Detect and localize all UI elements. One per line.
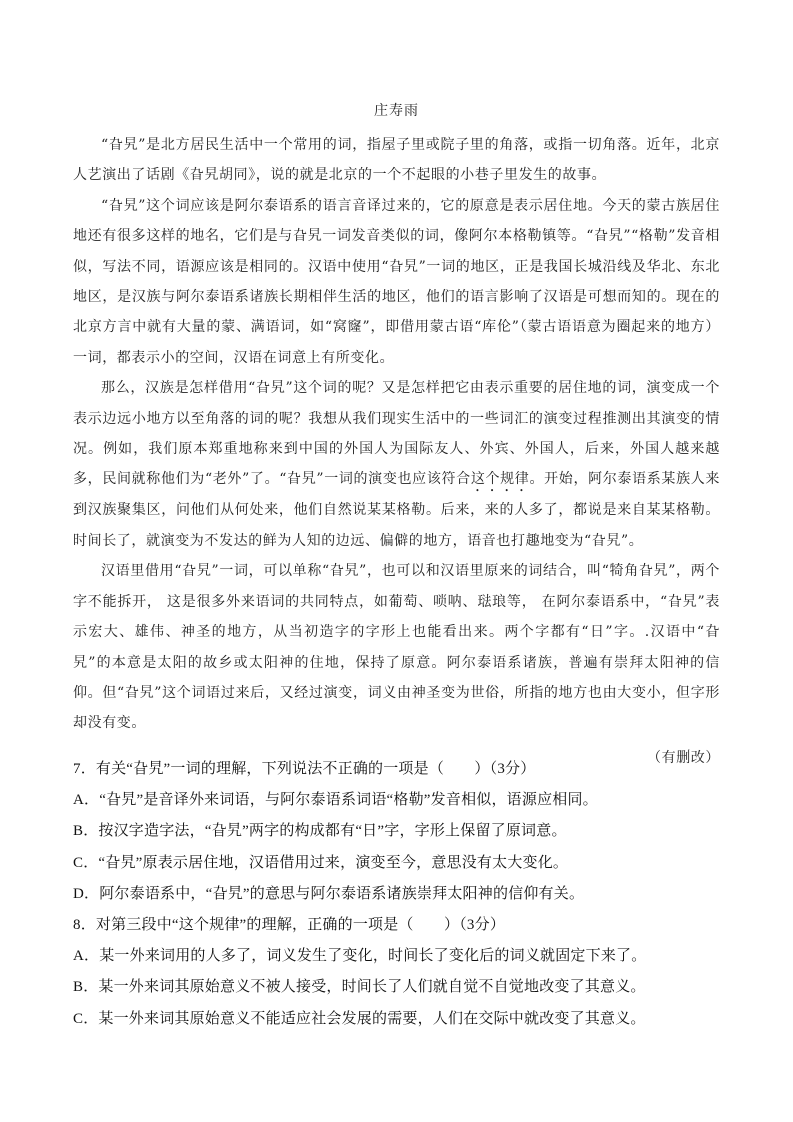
article xyxy=(73,98,720,773)
paragraph-1: “旮旯”是北方居民生活中一个常用的词，指屋子里或院子里的角落，或指一切角落。近年，北京人艺演出了话剧《旮旯胡同》，说的就是北京的一个不起眼的小巷子里发生的故事。 xyxy=(73,137,720,184)
emphasized-phrase: 这个规律 xyxy=(470,471,530,488)
question-8-option-c: C．某一外来词其原始意义不能适应社会发展的需要，人们在交际中就改变了其意义。 xyxy=(73,1010,646,1027)
paragraph-3-text-before: 那么，汉族是怎样借用“旮旯”这个词的呢？又是怎样把它由表示重要的居住地的词，演变成一个表示边远小地方以至角落的词的呢？我想从我们现实生活中的一些词汇的演变过程推测出其演变的情况。例如，我们原本郑重地称来到中国的外国人为国际友人、外宾、外国人，后来，外国人越来越多，民间就称他们为“老外”了。“旮旯”一词的演变也应该符合 xyxy=(73,380,720,488)
question-7-stem: 7．有关“旮旯”一词的理解，下列说法不正确的一项是（ ）（3分） xyxy=(73,761,536,777)
question-8-stem: 8．对第三段中“这个规律”的理解，正确的一项是（ ）（3分） xyxy=(73,917,506,934)
question-7-option-a: A．“旮旯”是音译外来词语，与阿尔泰语系词语“格勒”发音相似，语源应相同。 xyxy=(73,792,598,809)
paragraph-3-text-after: 。开始，阿尔泰语系某族人来到汉族聚集区，问他们从何处来，他们自然说某某格勒。后来，来的人多了，都说是来自某某格勒。时间长了，就演变为不发达的鲜为人知的边远、偏僻的地方，语音也打趣地变为“旮旯”。 xyxy=(73,471,721,549)
paragraph-2: “旮旯”这个词应该是阿尔泰语系的语言音译过来的，它的原意是表示居住地。今天的蒙古族居住地还有很多这样的地名，它们是与旮旯一词发音类似的词，像阿尔本格勒镇等。“旮旯”“格勒”发音相似，写法不同，语源应该是相同的。汉语中使用“旮旯”一词的地区，正是我国长城沿线及华北、东北地区，是汉族与阿尔泰语系诸族长期相伴生活的地区，他们的语言影响了汉语是可想而知的。现在的北京方言中就有大量的蒙、满语词，如“窝窿”，即借用蒙古语“库伦”（蒙古语语意为圈起来的地方）一词，都表示小的空间，汉语在词意上有所变化。 xyxy=(73,197,720,366)
question-8-option-b: B．某一外来词其原始意义不被人接受，时间长了人们就自觉不自觉地改变了其意义。 xyxy=(73,979,646,996)
paragraph-3 xyxy=(73,373,720,556)
questions-section xyxy=(73,754,733,1035)
question-7-option-d: D．阿尔泰语系中，“旮旯”的意思与阿尔泰语系诸族崇拜太阳神的信仰有关。 xyxy=(73,885,585,902)
source-note: （有删改） xyxy=(647,749,720,766)
question-7-option-b: B．按汉字造字法，“旮旯”两字的构成都有“日”字，字形上保留了原词意。 xyxy=(73,823,567,840)
paragraph-4: 汉语里借用“旮旯”一词，可以单称“旮旯”，也可以和汉语里原来的词结合，叫“犄角旮旯”，两个字不能拆开， 这是很多外来语词的共同特点，如葡萄、唢呐、琺琅等， 在阿尔泰语系中，“旮旯”表示宏大、雄伟、神圣的地方，从当初造字的字形上也能看出来。两个字都有“日”字。.汉语中“旮旯”的本意是太阳的故乡或太阳神的住地，保持了原意。阿尔泰语系诸族，普遍有崇拜太阳神的信仰。但“旮旯”这个词语过来后，又经过演变，词义由神圣变为世俗，所指的地方也由大变小，但字形却没有变。 xyxy=(73,563,720,732)
question-8-option-a: A．某一外来词用的人多了，词义发生了变化，时间长了变化后的词义就固定下来了。 xyxy=(73,948,647,965)
question-7-option-c: C．“旮旯”原表示居住地，汉语借用过来，演变至今，意思没有太大变化。 xyxy=(73,854,569,871)
article-title: 庄寿雨 xyxy=(374,103,419,119)
